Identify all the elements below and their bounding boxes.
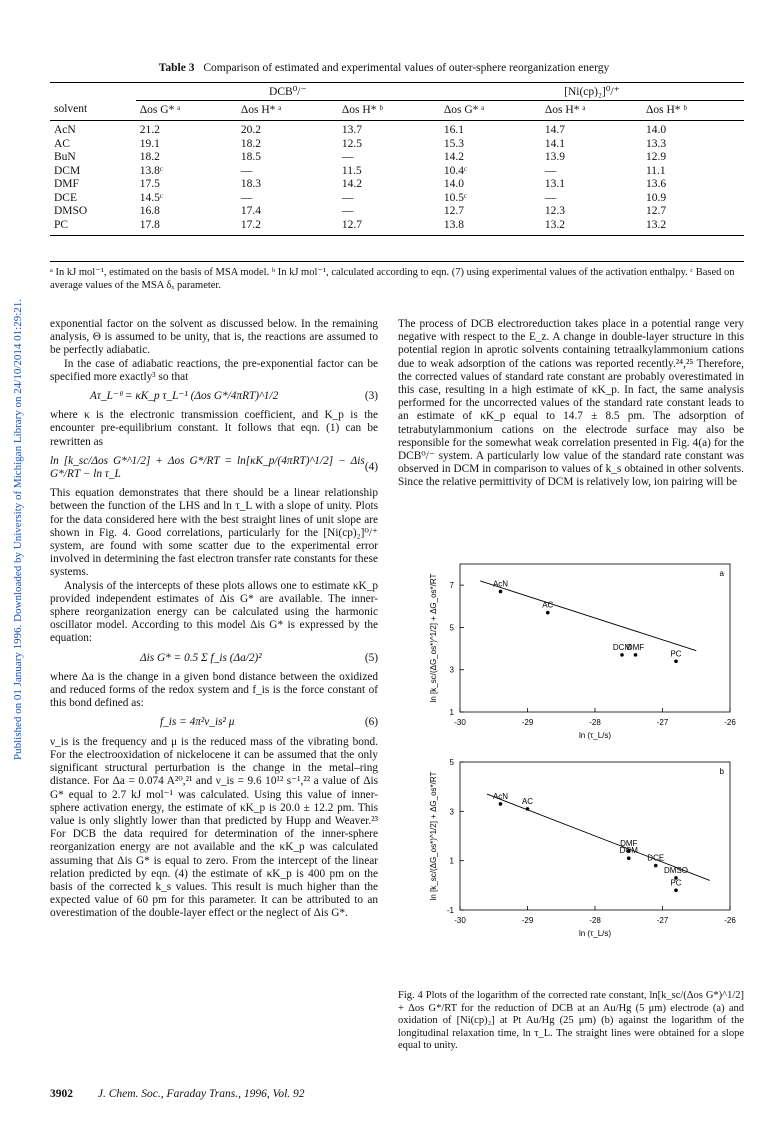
table-cell: 20.2 — [240, 124, 261, 136]
paragraph: In the case of adiabatic reactions, the pre-exponential factor can be specified more exactly³ so that — [50, 357, 378, 383]
column-header: solvent — [54, 103, 88, 116]
page-number: 3902 — [50, 1088, 73, 1100]
table-cell: — — [544, 191, 557, 204]
table-cell: 18.3 — [240, 178, 261, 190]
point-label: AcN — [492, 579, 509, 589]
point-label: DCM — [619, 846, 638, 856]
table-cell: — — [544, 164, 557, 177]
x-tick-label: -29 — [521, 718, 534, 727]
panel-label: b — [719, 767, 724, 776]
y-axis-label: ln [k_sc/(ΔG_os*)^1/2] + ΔG_os*/RT — [429, 573, 438, 703]
table-cell: 10.4ᶜ — [443, 164, 467, 177]
table-cell: DCM — [54, 164, 81, 177]
table-row — [50, 121, 744, 138]
table-cell: 14.1 — [544, 137, 566, 150]
figure-caption: Fig. 4 Plots of the logarithm of the corrected rate constant, ln[k_sc/(Δos G*)^1/2] + Δos G*/RT for the reduction of DCB at an Au/Hg (5 μm) electrode (a) and oxidation of [Ni(cp)₂] at Pt Au/Hg (25 μm) (b) against the logarithm of the longitudinal relaxation time, ln τ_L. The straight lines were obtained for a slope equal to unity. — [398, 990, 744, 1052]
table-cell: — — [341, 191, 354, 204]
y-tick-label: -1 — [446, 906, 454, 915]
x-tick-label: -26 — [724, 916, 736, 925]
table-cell: DMSO — [54, 205, 88, 217]
table-cell: 16.8 — [139, 205, 160, 217]
table-cell: 12.3 — [544, 205, 566, 217]
left-column — [50, 318, 378, 921]
table-cell: 13.8ᶜ — [139, 164, 163, 177]
paragraph: The process of DCB electroreduction takes place in a potential range very negative with respect to the E_z. A change in double-layer structure in this potential region in aprotic solvents containing tetraalkylammonium cations due to weak adsorption of the cations was reported recently.²⁴,²⁵ Therefore, the corrected values of standard rate constant are probably overestimated in this case, resulting in a high estimate of κK_p. In fact, the same analysis performed for the uncorrected values of the standard rate constant leads to an estimate of κK_p equal to 14.7 ± 8.5 pm. The adsorption of tetrabutylammonium cations on the electrode surface may also be responsible for the somewhat weak correlation presented in Fig. 4(a) for the DCB⁰/⁻ system. A particularly low value of the standard rate constant was observed in DCM in comparison to values of k_s obtained in other solvents. Since the relative permittivity of DCM is relatively low, ion pairing will be — [398, 318, 744, 489]
table-row — [50, 178, 744, 192]
table-cell: 18.2 — [139, 151, 160, 163]
table-cell: 12.7 — [645, 205, 667, 217]
data-point — [674, 888, 678, 892]
point-label: DMF — [626, 642, 645, 652]
column-header: Δos G* ᵃ — [443, 103, 485, 116]
table-cell: 17.4 — [240, 205, 261, 217]
table-cell: 14.2 — [443, 151, 464, 163]
point-label: DCE — [647, 853, 665, 863]
table-cell: 13.2 — [544, 218, 566, 231]
x-tick-label: -27 — [656, 718, 669, 727]
equation-3: Aτ_L⁻ᶿ = κK_p τ_L⁻¹ (Δos G*/4πRT)^1/2 (3) — [90, 390, 378, 403]
table-cell: 14.5ᶜ — [139, 191, 163, 204]
data-point — [546, 611, 550, 615]
group-dcb: DCB⁰/⁻ — [136, 83, 440, 101]
column-header: Δos H* ᵃ — [544, 103, 586, 116]
table-cell: 13.8 — [443, 218, 464, 231]
y-tick-label: 7 — [449, 581, 454, 591]
panel-label: a — [719, 569, 724, 578]
data-point — [620, 653, 624, 657]
column-header: Δos G* ᵃ — [139, 103, 181, 116]
x-axis-label: ln (τ_L/s) — [578, 731, 612, 740]
x-tick-label: -28 — [589, 916, 601, 925]
x-axis-label: ln (τ_L/s) — [578, 929, 612, 938]
table-cell: 14.0 — [443, 178, 464, 190]
table-cell: 11.5 — [341, 164, 362, 177]
table-cell: 12.7 — [443, 205, 464, 217]
page-footer — [50, 1088, 305, 1100]
paragraph: Analysis of the intercepts of these plots allows one to estimate κK_p provided independent estimates of Δis G* are available. The inner-sphere reorganization energy can be calculated using the harmonic oscillator model. According to this model Δis G* is expressed by the equation: — [50, 579, 378, 645]
data-point — [499, 590, 503, 594]
table-row — [50, 138, 744, 152]
data-point — [654, 864, 658, 868]
x-tick-label: -28 — [589, 718, 601, 727]
table-cell: 17.8 — [139, 218, 160, 231]
point-label: AcN — [492, 791, 509, 801]
column-header: Δos H* ᵇ — [341, 103, 383, 116]
table-cell: 12.9 — [645, 151, 667, 163]
table-cell: 14.7 — [544, 124, 566, 136]
table-cell: 14.0 — [645, 124, 667, 136]
table-cell: DMF — [54, 178, 79, 190]
download-notice: Published on 01 January 1996. Downloaded by University of Michigan Library on 24/10/2014 01:29:21. — [12, 298, 24, 760]
equation-4: ln [k_sc/Δos G*^1/2] + Δos G*/RT = ln[κK_p/(4πRT)^1/2] − Δis G*/RT − ln τ_L (4) — [50, 454, 378, 481]
table-cell: 13.9 — [544, 151, 566, 163]
table-cell: 11.1 — [645, 164, 666, 177]
table-cell: 17.2 — [240, 218, 261, 231]
data-point — [674, 659, 678, 663]
table-cell: — — [341, 151, 354, 163]
table-row — [50, 205, 744, 219]
paragraph: This equation demonstrates that there should be a linear relationship between the function of the LHS and ln τ_L with a slope of unity. Plots for the data considered here with the best straight lines of unit slope are shown in Fig. 4. Good correlations, particularly for the [Ni(cp)₂]⁰/⁺ system, are found with some scatter due to the experimental error involved in determining the fast electron transfer rate constants for these systems. — [50, 487, 378, 579]
table-cell: AcN — [54, 124, 76, 136]
paragraph: where κ is the electronic transmission coefficient, and K_p is the encounter pre-equilibrium constant. It follows that eqn. (1) can be rewritten as — [50, 409, 378, 448]
equation-6: f_is = 4π²ν_is² μ (6) — [160, 716, 378, 729]
y-tick-label: 1 — [449, 856, 454, 866]
table-caption-label: Table 3 — [158, 62, 195, 74]
group-nicp: [Ni(cp)₂]⁰/⁺ — [440, 83, 744, 101]
table-cell: 12.7 — [341, 218, 363, 231]
table-cell: 12.5 — [341, 137, 363, 150]
figure-4 — [398, 554, 744, 990]
equation-5: Δis G* = 0.5 Σ f_is (Δa/2)² (5) — [140, 651, 378, 664]
table-cell: 13.1 — [544, 178, 566, 190]
x-tick-label: -30 — [454, 718, 466, 727]
table-cell: 10.5ᶜ — [443, 191, 467, 204]
y-tick-label: 5 — [449, 623, 454, 633]
table-cell: BuN — [54, 151, 76, 163]
table-footnote: ᵃ In kJ mol⁻¹, estimated on the basis of MSA model. ᵇ In kJ mol⁻¹, calculated according to eqn. (7) using experimental values of the activation enthalpy. ᶜ Based on average values of the MSA δₓ parameter. — [50, 261, 744, 292]
table-cell: 21.2 — [139, 124, 160, 136]
table-cell: 14.2 — [341, 178, 363, 190]
table-caption — [0, 62, 768, 74]
data-point — [634, 653, 638, 657]
column-header: Δos H* ᵃ — [240, 103, 282, 116]
table-row — [50, 151, 744, 165]
column-header: Δos H* ᵇ — [645, 103, 687, 116]
table-cell: 13.7 — [341, 124, 363, 136]
data-point — [627, 856, 631, 860]
fit-line — [480, 581, 696, 651]
table-cell: 13.3 — [645, 137, 667, 150]
y-tick-label: 1 — [449, 708, 454, 717]
paragraph: exponential factor on the solvent as discussed below. In the remaining analysis, Θ is assumed to be unity, that is, the reactions are assumed to be perfectly adiabatic. — [50, 318, 378, 357]
y-tick-label: 3 — [449, 665, 454, 675]
y-tick-label: 5 — [449, 758, 454, 767]
y-tick-label: 3 — [449, 807, 454, 817]
table-cell: 17.5 — [139, 178, 160, 190]
table-cell: 18.5 — [240, 151, 261, 163]
table-cell: 18.2 — [240, 137, 261, 150]
table-cell: 15.3 — [443, 137, 464, 150]
x-tick-label: -30 — [454, 916, 466, 925]
point-label: PC — [670, 878, 682, 888]
paragraph: where Δa is the change in a given bond distance between the oxidized and reduced forms of the redox system and f_is is the force constant of this bond defined as: — [50, 670, 378, 710]
data-table — [50, 82, 744, 236]
journal-citation: J. Chem. Soc., Faraday Trans., 1996, Vol. 92 — [97, 1088, 305, 1100]
table-cell: — — [240, 164, 253, 177]
y-axis-label: ln [k_sc/(ΔG_os*)^1/2] + ΔG_os*/RT — [429, 771, 438, 901]
right-column — [398, 318, 744, 490]
table-cell: AC — [54, 137, 70, 150]
data-point — [526, 807, 530, 811]
table-cell: PC — [54, 218, 69, 231]
table-row — [50, 219, 744, 236]
paragraph: ν_is is the frequency and μ is the reduced mass of the vibrating bond. For the electrooxidation of nickelocene it can be assumed that the only significant structural perturbation is the change in the metal–ring distance. For Δa = 0.074 A²⁰,²¹ and ν_is = 9.6 10¹² s⁻¹,²² a value of Δis G* equal to 2.7 kJ mol⁻¹ was calculated. Using this value of inner-sphere activation energy, the estimate of κK_p is 20.0 ± 12.2 pm. This value is only slightly lower than that predicted by Hupp and Weaver.²³ For DCB the data required for determination of the inner-sphere reorganization energy are not available and the κK_p was calculated assuming that Δis G* is equal to zero. From the intercept of the linear relation predicted by eqn. (4) the estimate of κK_p is 400 pm on the basis of the corrected k_s values. This result is much higher than the expected value of 60 pm for this parameter. It can be attributed to an overestimation of the double-layer effect or the neglect of Δis G*. — [50, 735, 378, 920]
point-label: AC — [542, 600, 554, 610]
point-label: PC — [670, 649, 682, 659]
table-cell: 13.2 — [645, 218, 667, 231]
table-row — [50, 192, 744, 206]
table-cell: — — [240, 191, 253, 204]
table-cell: 19.1 — [139, 137, 160, 150]
table-cell: DCE — [54, 191, 77, 204]
point-label: DCM — [612, 642, 632, 652]
x-tick-label: -27 — [656, 916, 669, 925]
point-label: DMSO — [664, 865, 688, 875]
point-label: AC — [521, 796, 534, 806]
table-cell: — — [341, 205, 354, 217]
table-cell: 10.9 — [645, 191, 667, 204]
x-tick-label: -29 — [521, 916, 534, 925]
data-point — [499, 802, 503, 806]
x-tick-label: -26 — [724, 718, 736, 727]
table-row — [50, 165, 744, 179]
table-cell: 16.1 — [443, 124, 464, 136]
table-caption-text: Comparison of estimated and experimental values of outer-sphere reorganization energy — [203, 62, 610, 74]
point-label: DMF — [620, 838, 638, 848]
table-cell: 13.6 — [645, 178, 667, 190]
